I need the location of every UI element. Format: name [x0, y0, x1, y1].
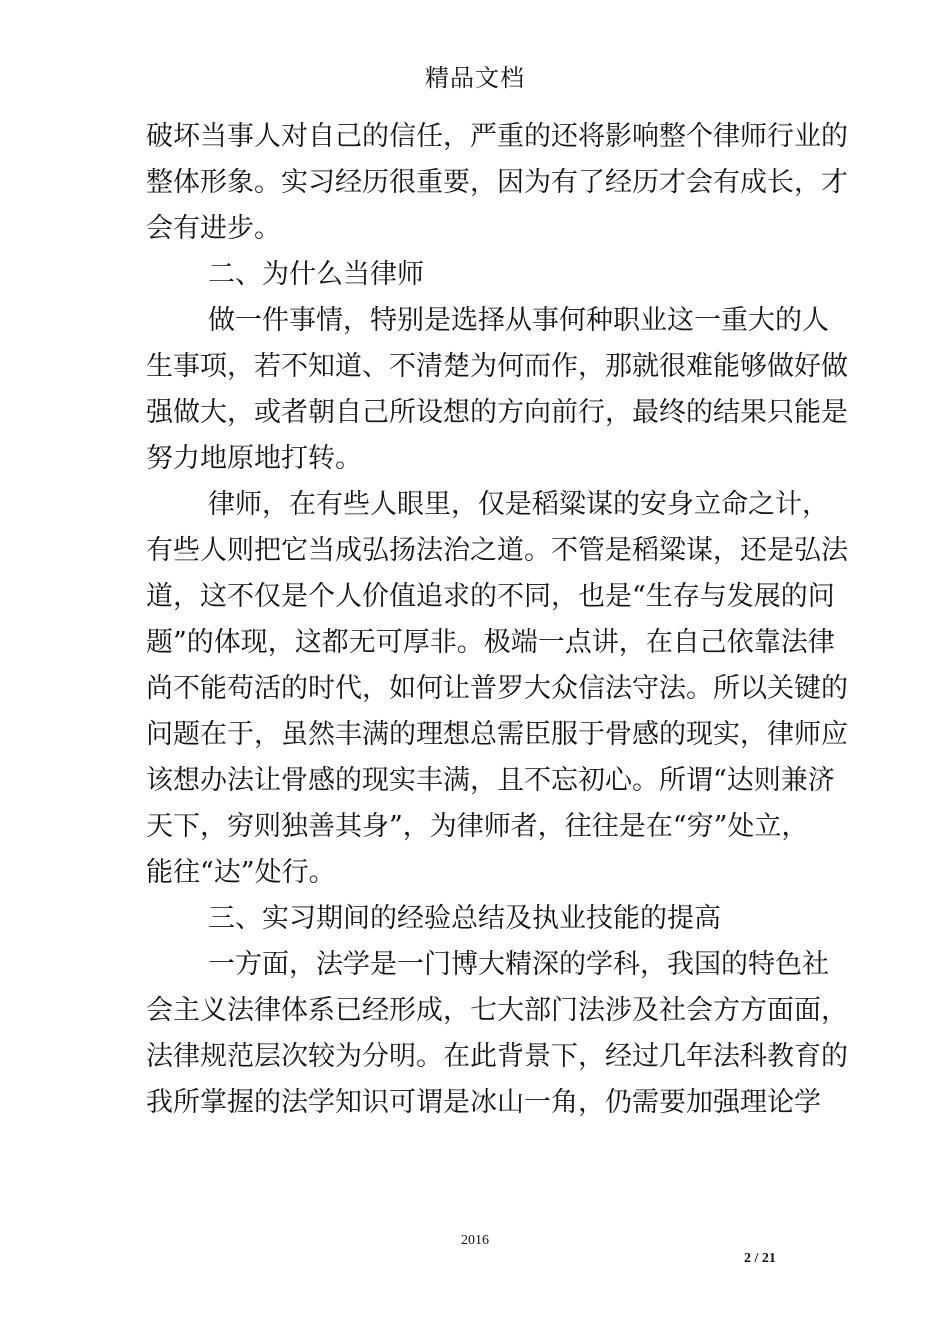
body-line: 题”的体现，这都无可厚非。极端一点讲，在自己依靠法律 [146, 627, 835, 658]
body-line: 做一件事情，特别是选择从事何种职业这一重大的人 [208, 305, 829, 336]
body-line: 律师，在有些人眼里，仅是稻粱谋的安身立命之计， [208, 489, 829, 520]
body-line: 会有进步。 [146, 213, 281, 244]
body-line: 法律规范层次较为分明。在此背景下，经过几年法科教育的 [146, 1041, 848, 1072]
body-line: 一方面，法学是一门博大精深的学科，我国的特色社 [208, 949, 829, 980]
body-line: 会主义法律体系已经形成，七大部门法涉及社会方方面面， [146, 995, 848, 1026]
page-number: 2 / 21 [744, 1251, 776, 1266]
document-body [146, 114, 848, 1126]
body-line: 能往“达”处行。 [146, 857, 336, 888]
body-line: 有些人则把它当成弘扬法治之道。不管是稻粱谋，还是弘法 [146, 535, 848, 566]
body-line: 整体形象。实习经历很重要，因为有了经历才会有成长，才 [146, 167, 848, 198]
section-heading: 二、为什么当律师 [208, 259, 424, 290]
body-line: 破坏当事人对自己的信任，严重的还将影响整个律师行业的 [146, 121, 848, 152]
body-line: 天下，穷则独善其身”，为律师者，往往是在“穷”处立， [146, 811, 809, 842]
body-line: 努力地原地打转。 [146, 443, 362, 474]
body-line: 我所掌握的法学知识可谓是冰山一角，仍需要加强理论学 [146, 1087, 821, 1118]
body-line: 强做大，或者朝自己所设想的方向前行，最终的结果只能是 [146, 397, 848, 428]
body-line: 生事项，若不知道、不清楚为何而作，那就很难能够做好做 [146, 351, 848, 382]
body-line: 问题在于，虽然丰满的理想总需臣服于骨感的现实，律师应 [146, 719, 848, 750]
body-line: 道，这不仅是个人价值追求的不同，也是“生存与发展的问 [146, 581, 835, 612]
section-heading: 三、实习期间的经验总结及执业技能的提高 [208, 903, 721, 934]
document-header: 精品文档 [425, 64, 525, 92]
footer-year: 2016 [461, 1233, 489, 1248]
body-line: 尚不能苟活的时代，如何让普罗大众信法守法。所以关键的 [146, 673, 848, 704]
body-line: 该想办法让骨感的现实丰满，且不忘初心。所谓“达则兼济 [146, 765, 835, 796]
